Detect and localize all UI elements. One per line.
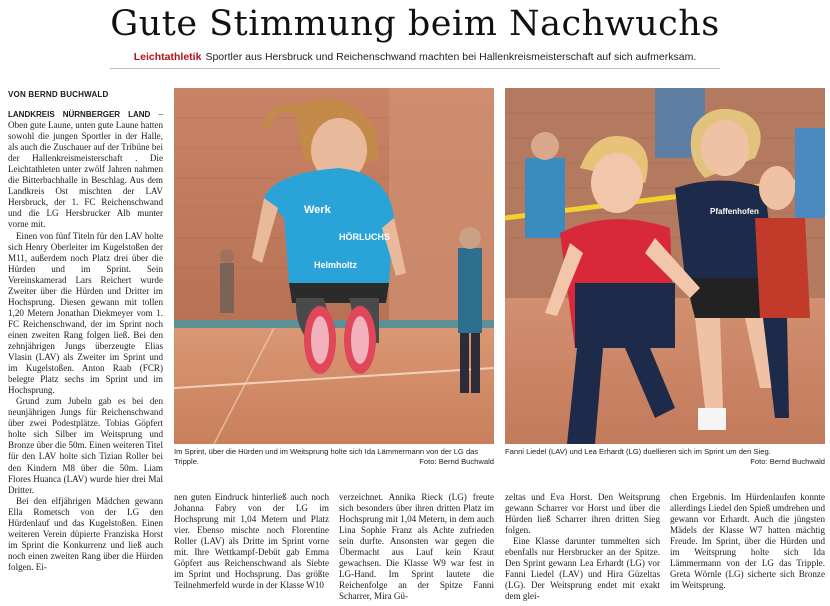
photo-girl-jumping — [174, 88, 494, 444]
text-column-5 — [670, 492, 825, 591]
paragraph: Grund zum Jubeln gab es bei den neunjährigen Jungs für Reichenschwand über zwei Podestplätze. Tobias Göpfert holte sich Silber im Weitsprung und Bronze über die 50m. Einen weiteren Titel für den LAV holte sich Tizian Roller bei den Kindern M8 über die 50m. Liam Flores Huanca (LAV) wurde hier drei Mal Dritter. — [8, 396, 163, 495]
photo-sprint — [505, 88, 825, 444]
text-column-1 — [8, 109, 163, 573]
section-kicker: Leichtathletik — [133, 51, 202, 63]
headline: Gute Stimmung beim Nachwuchs — [110, 4, 720, 44]
text-column-3 — [339, 492, 494, 602]
photo-credit: Foto: Bernd Buchwald — [419, 457, 494, 466]
caption-text: Im Sprint, über die Hürden und im Weitsprung holte sich Ida Lämmermann von der LG das Tripple. — [174, 447, 479, 466]
photo-caption-1 — [174, 447, 494, 467]
subheadline-text: Sportler aus Hersbruck und Reichenschwand machten bei Hallenkreismeisterschaft auf sich aufmerksam. — [205, 51, 697, 63]
paragraph: Bei den elfjährigen Mädchen gewann Ella Rometsch von der LG den Hürdenlauf und das Kugelstoßen. Einen weiteren Verein düpierte Franziska Horst im Sprint die Konkurrenz und ließ auch noch einen zweiten Rang über die Hürden folgen. Ei- — [8, 495, 163, 572]
text-column-2 — [174, 492, 329, 591]
photo-high-jump — [174, 88, 494, 444]
paragraph: LANDKREIS NÜRNBERGER LAND – Oben gute Laune, unten gute Laune hatten sowohl die jungen Sportler in der Halle, als auch die Zuschauer auf der Tribüne bei der Hallenkreismeisterschaft . Die Leichtathleten unter zwölf Jahren nahmen die Bitterbachhalle in Beschlag. Aus dem Landkreis Ost mischten der LAV Hersbruck, der 1. FC Reichenschwand und die LG Hersbrucker Alb munter vorne mit. — [8, 109, 163, 230]
paragraph: nen guten Eindruck hinterließ auch noch Johanna Fabry von der LG im Hochsprung mit 1,04 Metern und Platz vier. Ebenso mischte noch Florentine Roller (LAV) als Dritte im Sprint vorne mit. Ihre Wettkampf-Debüt gab Emma Göpfert aus Reichenschwand als Siebte im Sprint und Hochsprung. Das größte Teilnehmerfeld wurde in der Klasse W10 — [174, 492, 329, 591]
photo-girls-sprinting — [505, 88, 825, 444]
byline: VON BERND BUCHWALD — [8, 90, 109, 99]
paragraph: Eine Klasse darunter tummelten sich ebenfalls nur Hersbrucker an der Spitze. Den Sprint gewann Lea Erhardt (LG) vor Fanni Liedel (LAV) und Hira Güzeltas (LG). Der Weitsprung endet mit exakt dem glei- — [505, 536, 660, 602]
paragraph: zeltas und Eva Horst. Den Weitsprung gewann Scharrer vor Horst und über die Hürden ließ Scharrer ihren dritten Sieg folgen. — [505, 492, 660, 536]
photo-caption-2 — [505, 447, 825, 467]
shirt-text-3: Helmholtz — [314, 260, 358, 270]
shirt-text-1: Werk — [304, 204, 331, 216]
paragraph: verzeichnet. Annika Rieck (LG) freute sich besonders über ihren dritten Platz im Hochsprung mit 1,04 Metern, in dem auch Lina Sophie Franz als Achte zufrieden sein durfte. Ansonsten war gegen die Übermacht aus Lauf kein Kraut gewachsen. Die Klasse W9 war fest in LG-Hand. Im Sprint lautete die Reichenfolge an der Spitze Fanni Scharrer, Mira Gü- — [339, 492, 494, 602]
paragraph: Einen von fünf Titeln für den LAV holte sich Henry Oberleiter im Kugelstoßen der M11, außerdem noch Platz drei über die Hürden und im Sprint. Sein Vereinskamerad Lars Reichert wurde Zweiter über die Hürden und Dritter im Hochsprung. Diesen gewann mit tollen 1,20 Metern Jonathan Diekmeyer vom 1. FC Reichenschwand, der im Sprint noch einen zweiten Rang folgen ließ. Bei den zehnjährigen Jungs überzeugte Elias Vlasin (LAV) als Zweiter im Sprint und im Kugelstoßen. Anton Raab (FCR) belegte Platz sechs im Sprint und im Hochsprung. — [8, 230, 163, 396]
shirt-text-2: HÖRLUCHS — [339, 232, 390, 242]
paragraph: chen Ergebnis. Im Hürdenlaufen konnte allerdings Liedel den Spieß umdrehen und gewann vor Erhardt. Auch die jüngsten Mädels der Klasse W7 hatten mächtig Freude. Im Sprint, über die Hürden und im Weitsprung holte sich Ida Lämmermann von der LG das Tripple. Greta Wörnle (LG) sicherte sich Bronze im Weitsprung. — [670, 492, 825, 591]
shirt-text-sponsor: Pfaffenhofen — [710, 207, 759, 216]
photo-credit: Foto: Bernd Buchwald — [750, 457, 825, 466]
caption-text: Fanni Liedel (LAV) und Lea Erhardt (LG) duellieren sich im Sprint um den Sieg. — [505, 447, 771, 456]
subheadline — [0, 51, 830, 63]
dateline: LANDKREIS NÜRNBERGER LAND — [8, 110, 151, 119]
divider — [110, 68, 720, 69]
text-column-4 — [505, 492, 660, 602]
